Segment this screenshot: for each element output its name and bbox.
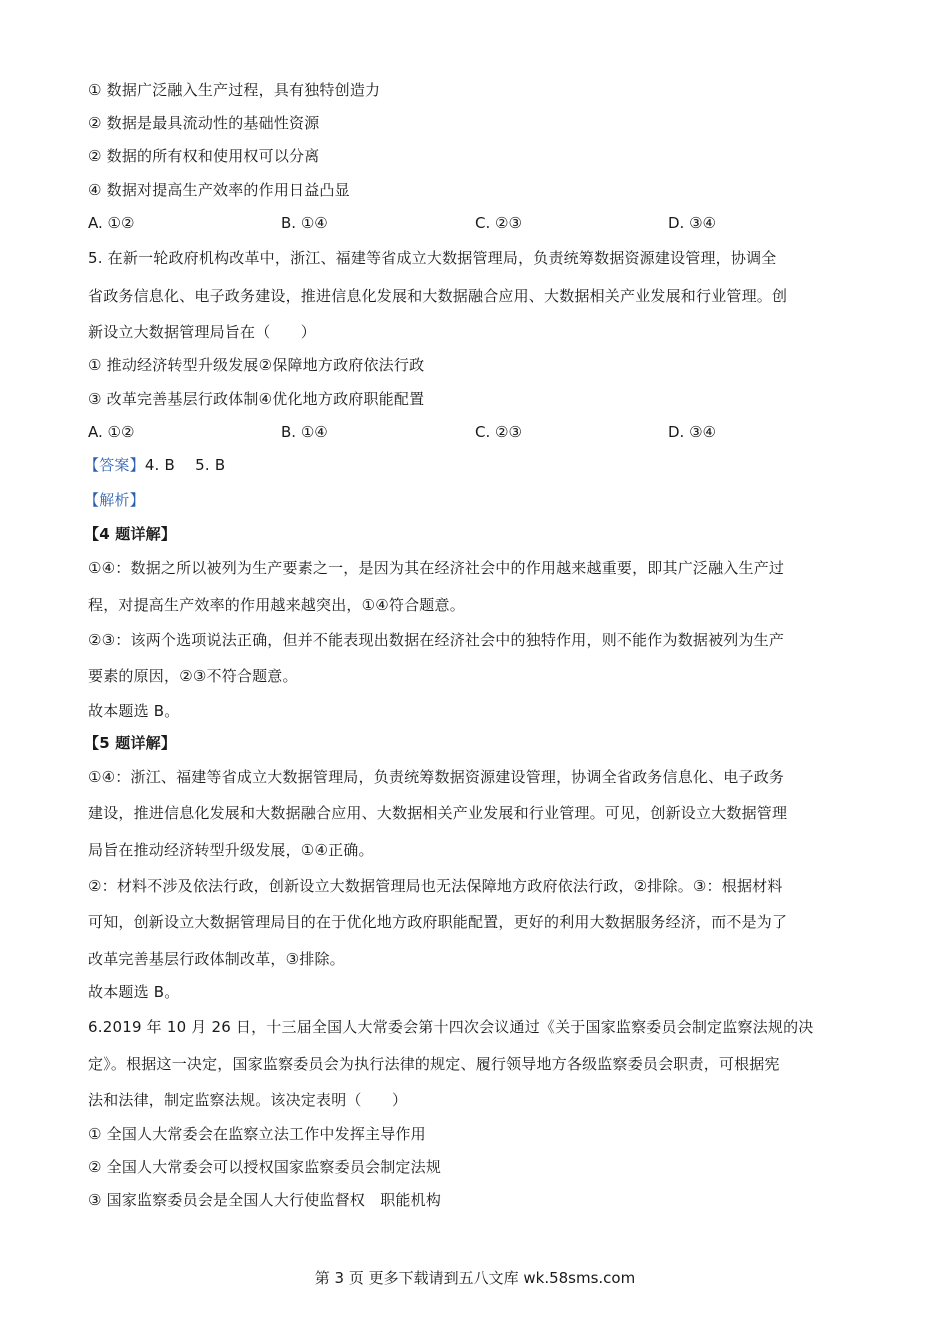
q4-option-2: ② 数据是最具流动性的基础性资源 (88, 114, 320, 132)
detail5-heading: 【5 题详解】 (84, 734, 177, 752)
q5-stem-line-1: 5. 在新一轮政府机构改革中，浙江、福建等省成立大数据管理局，负责统筹数据资源建设管理，协调全 (88, 249, 777, 267)
detail5-line-2: 建设，推进信息化发展和大数据融合应用、大数据相关产业发展和行业管理。可见，创新设立大数据管理 (88, 804, 788, 822)
detail5-line-4: ②：材料不涉及依法行政，创新设立大数据管理局也无法保障地方政府依法行政，②排除。③：根据材料 (88, 877, 783, 895)
detail4-line-5: 故本题选 B。 (88, 702, 180, 720)
q6-option-1: ① 全国人大常委会在监察立法工作中发挥主导作用 (88, 1125, 426, 1143)
q5-option-12: ① 推动经济转型升级发展②保障地方政府依法行政 (88, 356, 425, 374)
q4-option-3: ② 数据的所有权和使用权可以分离 (88, 147, 320, 165)
detail5-line-6: 改革完善基层行政体制改革，③排除。 (88, 950, 345, 968)
q6-option-3: ③ 国家监察委员会是全国人大行使监督权 职能机构 (88, 1191, 442, 1209)
detail5-line-3: 局旨在推动经济转型升级发展，①④正确。 (88, 841, 374, 859)
q5-choice-a: A. ①② (88, 423, 135, 441)
detail4-heading: 【4 题详解】 (84, 525, 177, 543)
q5-choice-b: B. ①④ (281, 423, 328, 441)
q6-stem-line-3: 法和法律，制定监察法规。该决定表明（ ） (88, 1091, 408, 1109)
q4-option-1: ① 数据广泛融入生产过程，具有独特创造力 (88, 81, 381, 99)
q6-option-2: ② 全国人大常委会可以授权国家监察委员会制定法规 (88, 1158, 442, 1176)
answer-line (84, 455, 225, 475)
q6-stem-line-1: 6.2019 年 10 月 26 日，十三届全国人大常委会第十四次会议通过《关于国家监察委员会制定监察法规的决 (88, 1018, 814, 1036)
answer-text: 4. B 5. B (144, 456, 226, 474)
detail5-line-5: 可知，创新设立大数据管理局目的在于优化地方政府职能配置，更好的利用大数据服务经济，而不是为了 (88, 913, 788, 931)
page-footer: 第 3 页 更多下载请到五八文库 wk.58sms.com (314, 1269, 636, 1287)
analysis-tag: 【解析】 (84, 491, 145, 509)
q5-option-34: ③ 改革完善基层行政体制④优化地方政府职能配置 (88, 390, 425, 408)
detail4-line-3: ②③：该两个选项说法正确，但并不能表现出数据在经济社会中的独特作用，则不能作为数据被列为生产 (88, 631, 785, 649)
q4-choice-c: C. ②③ (475, 214, 522, 232)
detail4-line-1: ①④：数据之所以被列为生产要素之一，是因为其在经济社会中的作用越来越重要，即其广泛融入生产过 (88, 559, 785, 577)
q5-stem-line-2: 省政务信息化、电子政务建设，推进信息化发展和大数据融合应用、大数据相关产业发展和行业管理。创 (88, 287, 788, 305)
q5-choice-c: C. ②③ (475, 423, 522, 441)
detail4-line-2: 程，对提高生产效率的作用越来越突出，①④符合题意。 (88, 596, 465, 614)
detail5-line-7: 故本题选 B。 (88, 983, 180, 1001)
q4-choice-a: A. ①② (88, 214, 135, 232)
q6-stem-line-2: 定》。根据这一决定，国家监察委员会为执行法律的规定、履行领导地方各级监察委员会职责，可根据宪 (88, 1055, 780, 1073)
detail5-line-1: ①④：浙江、福建等省成立大数据管理局，负责统筹数据资源建设管理，协调全省政务信息化、电子政务 (88, 768, 785, 786)
q5-choice-d: D. ③④ (668, 423, 716, 441)
answer-tag: 【答案】 (84, 456, 145, 474)
detail4-line-4: 要素的原因，②③不符合题意。 (88, 667, 298, 685)
q5-stem-line-3: 新设立大数据管理局旨在（ ） (88, 323, 317, 341)
q4-choice-b: B. ①④ (281, 214, 328, 232)
q4-option-4: ④ 数据对提高生产效率的作用日益凸显 (88, 181, 350, 199)
q4-choice-d: D. ③④ (668, 214, 716, 232)
